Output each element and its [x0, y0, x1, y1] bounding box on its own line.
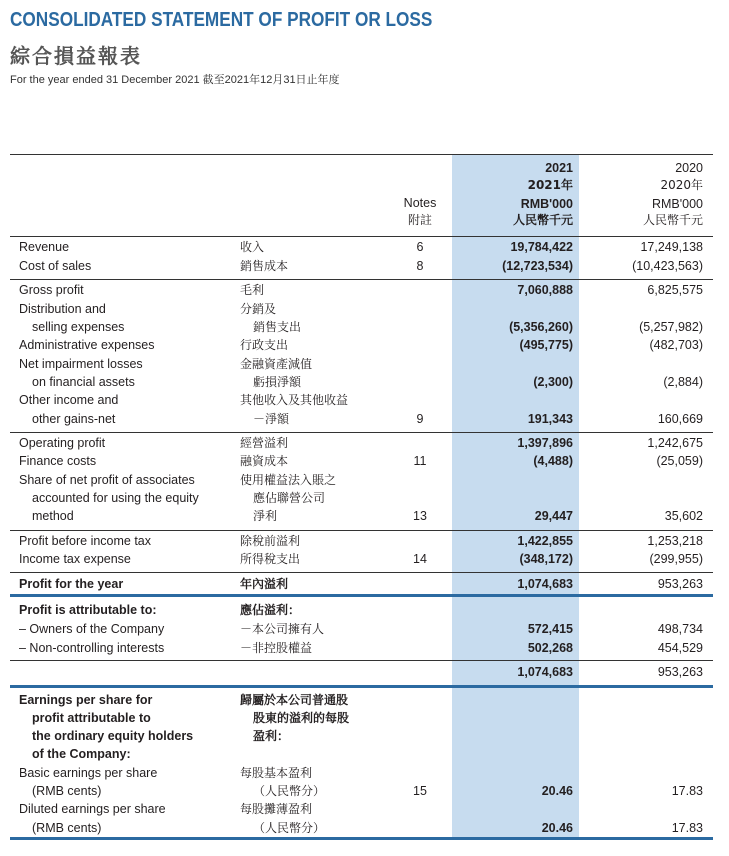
row-label-zh: 應佔聯營公司	[253, 491, 326, 505]
value-2021: (2,300)	[533, 375, 573, 389]
row-label-zh: 銷售支出	[253, 320, 302, 334]
year-2021-unit-zh: 人民幣千元	[512, 213, 573, 227]
value-2021: (495,775)	[519, 338, 573, 352]
value-2020: (5,257,982)	[639, 320, 703, 334]
row-label-zh: 收入	[240, 240, 265, 254]
notes-header: Notes	[403, 196, 437, 210]
row-label-zh: 所得稅支出	[240, 552, 301, 566]
row-label: Gross profit	[19, 283, 84, 297]
row-label: (RMB cents)	[32, 821, 102, 835]
row-label-zh: 每股基本盈利	[240, 766, 313, 780]
row-label-zh: －非控股權益	[240, 641, 313, 655]
year-2020-unit-zh: 人民幣千元	[642, 213, 703, 227]
value-2021: 20.46	[541, 784, 573, 798]
row-note: 9	[416, 412, 424, 426]
row-label-zh: －淨額	[253, 412, 290, 426]
row-label: Profit is attributable to:	[19, 603, 157, 617]
rule	[10, 660, 713, 661]
value-2020: 160,669	[657, 412, 703, 426]
value-2020: (25,059)	[656, 454, 703, 468]
row-label-zh: 銷售成本	[240, 259, 289, 273]
value-2020: (299,955)	[649, 552, 703, 566]
year-2020-header-zh: 2020年	[660, 178, 703, 192]
row-label: the ordinary equity holders	[32, 729, 194, 743]
value-2020: 1,242,675	[647, 436, 703, 450]
value-2020: 6,825,575	[647, 283, 703, 297]
row-label: on financial assets	[32, 375, 135, 389]
row-label-zh: 金融資產減值	[240, 357, 313, 371]
value-2021: 1,397,896	[517, 436, 573, 450]
row-label-zh: 融資成本	[240, 454, 289, 468]
page-title: CONSOLIDATED STATEMENT OF PROFIT OR LOSS	[10, 9, 433, 31]
row-label: profit attributable to	[32, 711, 151, 725]
row-label: Other income and	[19, 393, 119, 407]
header-bottom-rule	[10, 236, 713, 237]
year-2021-unit: RMB'000	[520, 197, 573, 211]
value-2021: 7,060,888	[517, 283, 573, 297]
row-note: 11	[413, 454, 427, 468]
row-label: accounted for using the equity	[32, 491, 199, 505]
value-2020: 953,263	[657, 577, 703, 591]
value-2021: (12,723,534)	[502, 259, 573, 273]
year-2021-header-zh: 2021年	[527, 178, 573, 192]
row-label-zh: （人民幣分）	[253, 821, 326, 835]
notes-header-zh: 附註	[407, 213, 432, 227]
row-label-zh: 經營溢利	[240, 436, 289, 450]
rule-thick	[10, 685, 713, 688]
value-2021: 29,447	[534, 509, 573, 523]
row-label: Basic earnings per share	[19, 766, 158, 780]
row-label: Administrative expenses	[19, 338, 155, 352]
value-2021: (4,488)	[533, 454, 573, 468]
row-label: other gains-net	[32, 412, 116, 426]
value-2020: 17,249,138	[640, 240, 703, 254]
row-label-zh: （人民幣分）	[253, 784, 326, 798]
row-label: Profit before income tax	[19, 534, 152, 548]
period-subtitle: For the year ended 31 December 2021 截至2021年12月31日止年度	[10, 74, 340, 86]
value-2021: 572,415	[527, 622, 573, 636]
row-label-zh: 淨利	[253, 509, 278, 523]
row-label: Operating profit	[19, 436, 106, 450]
row-label: Earnings per share for	[19, 693, 153, 707]
value-2020: 498,734	[657, 622, 703, 636]
row-label-zh: 應佔溢利：	[240, 603, 301, 617]
value-2020: 17.83	[671, 784, 703, 798]
row-label-zh: 除稅前溢利	[240, 534, 301, 548]
row-label: Share of net profit of associates	[19, 473, 195, 487]
value-2021: 20.46	[541, 821, 573, 835]
rule	[10, 572, 713, 573]
year-2020-unit: RMB'000	[651, 197, 703, 211]
value-2021: 1,074,683	[517, 665, 573, 679]
rule-thick	[10, 837, 713, 840]
value-2021: 1,074,683	[517, 577, 573, 591]
row-label: Profit for the year	[19, 577, 124, 591]
value-2021: (348,172)	[519, 552, 573, 566]
row-label-zh: 其他收入及其他收益	[240, 393, 349, 407]
row-label-zh: 毛利	[240, 283, 265, 297]
row-label-zh: 歸屬於本公司普通股	[240, 693, 349, 707]
row-label: – Owners of the Company	[19, 622, 165, 636]
row-label: – Non-controlling interests	[19, 641, 165, 655]
row-label: of the Company:	[32, 747, 131, 761]
row-label-zh: 盈利：	[253, 729, 290, 743]
value-2020: 35,602	[664, 509, 703, 523]
row-label: Diluted earnings per share	[19, 802, 166, 816]
row-label-zh: 分銷及	[240, 302, 277, 316]
value-2021: 502,268	[527, 641, 573, 655]
value-2021: 1,422,855	[517, 534, 573, 548]
row-label-zh: 股東的溢利的每股	[253, 711, 350, 725]
current-year-highlight	[452, 155, 579, 838]
rule	[10, 432, 713, 433]
value-2021: (5,356,260)	[509, 320, 573, 334]
row-note: 6	[416, 240, 424, 254]
row-label-zh: 使用權益法入賬之	[240, 473, 337, 487]
value-2020: 1,253,218	[647, 534, 703, 548]
row-label-zh: 行政支出	[240, 338, 289, 352]
row-label: (RMB cents)	[32, 784, 102, 798]
year-2021-header: 2021	[545, 161, 573, 175]
header-rule	[10, 154, 713, 155]
row-label: Distribution and	[19, 302, 106, 316]
row-label: Finance costs	[19, 454, 97, 468]
row-label: selling expenses	[32, 320, 125, 334]
value-2020: 953,263	[657, 665, 703, 679]
value-2021: 19,784,422	[510, 240, 573, 254]
page-title-chinese: 綜合損益報表	[10, 44, 142, 68]
row-label: Revenue	[19, 240, 70, 254]
row-note: 14	[413, 552, 427, 566]
value-2020: (2,884)	[663, 375, 703, 389]
row-note: 13	[413, 509, 427, 523]
row-label-zh: 每股攤薄盈利	[240, 802, 313, 816]
rule	[10, 279, 713, 280]
row-note: 15	[413, 784, 427, 798]
value-2020: 17.83	[671, 821, 703, 835]
row-note: 8	[416, 259, 424, 273]
rule-thick	[10, 594, 713, 597]
row-label: Income tax expense	[19, 552, 131, 566]
value-2021: 191,343	[527, 412, 573, 426]
row-label-zh: 年內溢利	[240, 577, 289, 591]
value-2020: 454,529	[657, 641, 703, 655]
row-label: Net impairment losses	[19, 357, 143, 371]
row-label: method	[32, 509, 74, 523]
row-label-zh: 虧損淨額	[253, 375, 302, 389]
row-label: Cost of sales	[19, 259, 92, 273]
value-2020: (482,703)	[649, 338, 703, 352]
year-2020-header: 2020	[675, 161, 703, 175]
value-2020: (10,423,563)	[632, 259, 703, 273]
row-label-zh: －本公司擁有人	[240, 622, 325, 636]
rule	[10, 530, 713, 531]
